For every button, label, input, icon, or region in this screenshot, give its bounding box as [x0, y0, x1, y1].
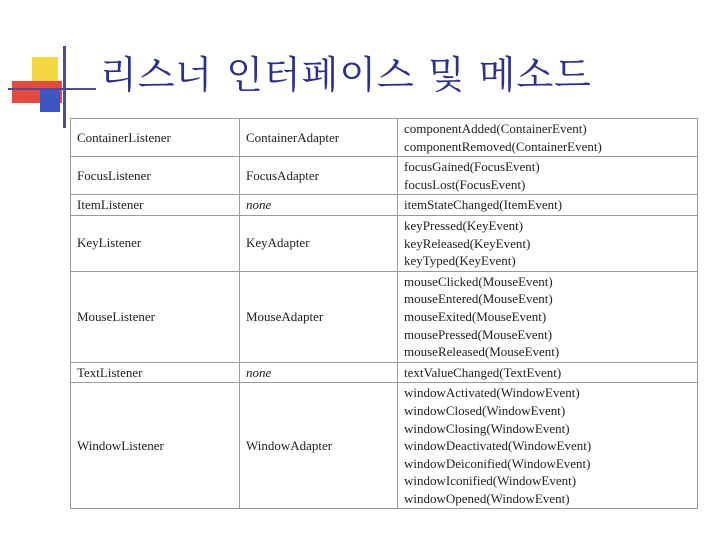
table-row [71, 195, 698, 216]
listener-cell: MouseListener [71, 271, 240, 362]
method-item: mouseExited(MouseEvent) [404, 308, 547, 324]
adapter-cell: WindowAdapter [240, 383, 398, 509]
table-row [71, 362, 698, 383]
methods-cell [398, 119, 698, 157]
method-item: mousePressed(MouseEvent) [404, 326, 553, 342]
slide-title: 리스너 인터페이스 및 메소드 [100, 53, 592, 97]
table-row [71, 157, 698, 195]
adapter-cell: none [240, 362, 398, 383]
methods-cell [398, 195, 698, 216]
listener-table [70, 118, 698, 509]
listener-cell: WindowListener [71, 383, 240, 509]
method-item: keyPressed(KeyEvent) [404, 217, 524, 233]
listener-cell: KeyListener [71, 215, 240, 271]
method-item: keyTyped(KeyEvent) [404, 253, 516, 269]
method-item: windowDeiconified(WindowEvent) [404, 455, 591, 471]
adapter-cell: FocusAdapter [240, 157, 398, 195]
decor-blue-square [40, 90, 60, 112]
method-item: windowDeactivated(WindowEvent) [404, 438, 592, 454]
adapter-cell: none [240, 195, 398, 216]
method-item: textValueChanged(TextEvent) [404, 364, 562, 380]
table-row [71, 119, 698, 157]
method-item: windowActivated(WindowEvent) [404, 385, 580, 401]
methods-cell [398, 271, 698, 362]
method-item: windowIconified(WindowEvent) [404, 473, 577, 489]
table-row [71, 271, 698, 362]
method-item: mouseClicked(MouseEvent) [404, 273, 553, 289]
table-row [71, 215, 698, 271]
method-item: itemStateChanged(ItemEvent) [404, 197, 563, 213]
table-row [71, 383, 698, 509]
method-item: windowClosed(WindowEvent) [404, 402, 566, 418]
adapter-cell: ContainerAdapter [240, 119, 398, 157]
method-item: focusGained(FocusEvent) [404, 159, 540, 175]
method-item: keyReleased(KeyEvent) [404, 235, 531, 251]
decor-horizontal-line [8, 88, 96, 90]
methods-cell [398, 215, 698, 271]
method-item: componentRemoved(ContainerEvent) [404, 138, 602, 154]
listener-cell: ContainerListener [71, 119, 240, 157]
methods-cell [398, 157, 698, 195]
methods-cell [398, 362, 698, 383]
method-item: focusLost(FocusEvent) [404, 176, 526, 192]
adapter-cell: MouseAdapter [240, 271, 398, 362]
listener-table-body [71, 119, 698, 509]
listener-cell: FocusListener [71, 157, 240, 195]
listener-cell: TextListener [71, 362, 240, 383]
adapter-cell: KeyAdapter [240, 215, 398, 271]
listener-cell: ItemListener [71, 195, 240, 216]
method-item: componentAdded(ContainerEvent) [404, 121, 587, 136]
decor-vertical-line [63, 46, 66, 128]
method-item: windowClosing(WindowEvent) [404, 420, 570, 436]
methods-cell [398, 383, 698, 509]
method-item: mouseReleased(MouseEvent) [404, 344, 560, 360]
method-item: windowOpened(WindowEvent) [404, 490, 570, 506]
method-item: mouseEntered(MouseEvent) [404, 291, 553, 307]
